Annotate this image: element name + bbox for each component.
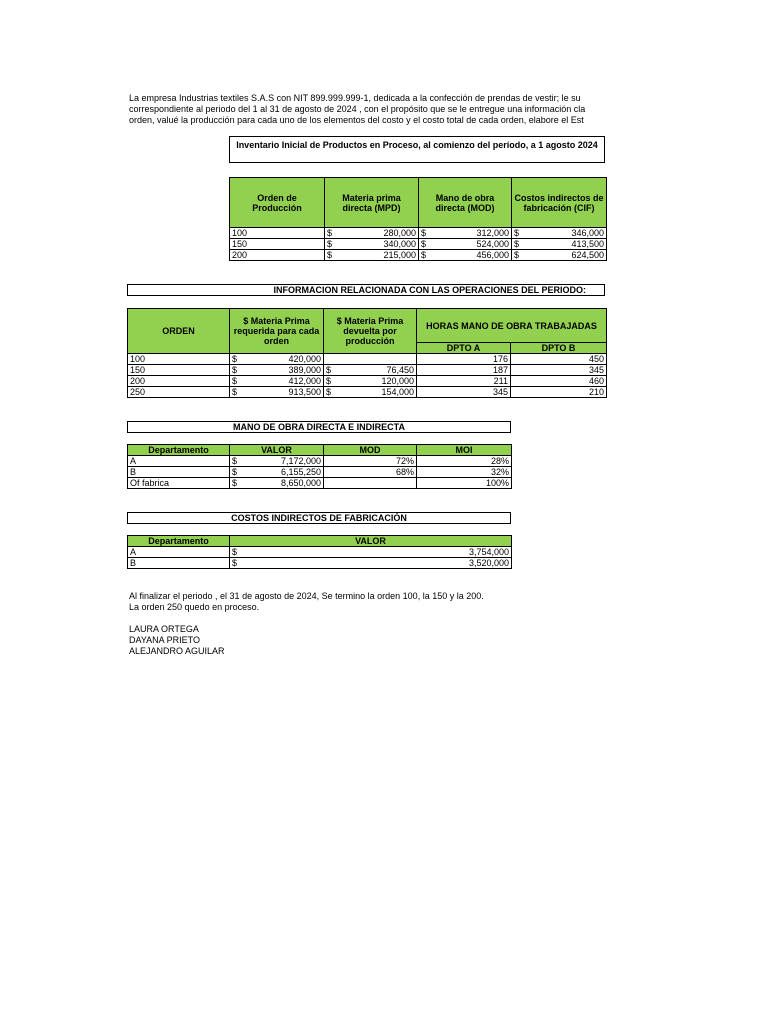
orden-cell: 200 — [128, 376, 230, 387]
table-row — [230, 228, 607, 239]
dpto-a-cell: 345 — [417, 387, 511, 398]
departamento-cell: B — [128, 467, 230, 478]
mpd-cell: $ 215,000 — [325, 250, 419, 261]
table-row — [230, 239, 607, 250]
orden-cell: 250 — [128, 387, 230, 398]
header-valor: VALOR — [230, 445, 324, 456]
header-dpto-b: DPTO B — [511, 343, 607, 354]
mod-cell: $ 456,000 — [419, 250, 512, 261]
note-line-1: Al finalizar el periodo , el 31 de agosto de 2024, Se termino la orden 100, la 150 y la 200. — [129, 591, 484, 601]
dpto-b-cell: 450 — [511, 354, 607, 365]
operaciones-table — [127, 308, 607, 398]
header-cif: Costos indirectos de fabricación (CIF) — [512, 178, 607, 228]
header-moi: MOI — [417, 445, 512, 456]
intro-line-3: orden, valué la producción para cada uno de los elementos del costo y el costo total de cada orden, elabore el Est — [129, 115, 584, 125]
author-name: DAYANA PRIETO — [129, 635, 201, 645]
requerida-cell: $ 412,000 — [230, 376, 324, 387]
valor-cell: $ 7,172,000 — [230, 456, 324, 467]
inventario-table — [229, 177, 607, 261]
cif-cell: $ 624,500 — [512, 250, 607, 261]
departamento-cell: A — [128, 547, 230, 558]
departamento-cell: B — [128, 558, 230, 569]
requerida-cell: $ 389,000 — [230, 365, 324, 376]
mano-obra-table — [127, 444, 512, 489]
table-row — [128, 467, 512, 478]
orden-cell: 150 — [230, 239, 325, 250]
header-valor: VALOR — [230, 536, 512, 547]
dpto-b-cell: 345 — [511, 365, 607, 376]
table-row — [128, 558, 512, 569]
table-row — [128, 478, 512, 489]
mod-cell — [324, 478, 417, 489]
header-mpd: Materia prima directa (MPD) — [325, 178, 419, 228]
devuelta-cell: $ 154,000 — [324, 387, 417, 398]
header-departamento: Departamento — [128, 536, 230, 547]
inventario-title: Inventario Inicial de Productos en Proceso, al comienzo del período, a 1 agosto 2024 — [229, 136, 605, 163]
header-orden-produccion: Orden de Producción — [230, 178, 325, 228]
cif-title: COSTOS INDIRECTOS DE FABRICACIÓN — [127, 512, 511, 524]
moi-cell: 32% — [417, 467, 512, 478]
header-mp-requerida: $ Materia Prima requerida para cada orden — [230, 309, 324, 354]
header-mod: Mano de obra directa (MOD) — [419, 178, 512, 228]
departamento-cell: A — [128, 456, 230, 467]
cif-cell: $ 346,000 — [512, 228, 607, 239]
intro-line-2: correspondiente al periodo del 1 al 31 de agosto de 2024 , con el propósito que se le entregue una información cla — [129, 104, 586, 114]
mod-cell: $ 524,000 — [419, 239, 512, 250]
header-orden: ORDEN — [128, 309, 230, 354]
note-line-2: La orden 250 quedo en proceso. — [129, 602, 260, 612]
header-dpto-a: DPTO A — [417, 343, 511, 354]
mod-cell: 72% — [324, 456, 417, 467]
notes — [129, 591, 484, 613]
devuelta-cell — [324, 354, 417, 365]
dpto-a-cell: 176 — [417, 354, 511, 365]
header-mod: MOD — [324, 445, 417, 456]
cif-cell: $ 413,500 — [512, 239, 607, 250]
dpto-a-cell: 211 — [417, 376, 511, 387]
valor-cell: $ 6,155,250 — [230, 467, 324, 478]
valor-cell: $ 3,754,000 — [230, 547, 512, 558]
header-horas-mano-obra: HORAS MANO DE OBRA TRABAJADAS — [417, 309, 607, 343]
orden-cell: 100 — [128, 354, 230, 365]
mpd-cell: $ 340,000 — [325, 239, 419, 250]
moi-cell: 100% — [417, 478, 512, 489]
orden-cell: 200 — [230, 250, 325, 261]
dpto-a-cell: 187 — [417, 365, 511, 376]
dpto-b-cell: 460 — [511, 376, 607, 387]
moi-cell: 28% — [417, 456, 512, 467]
orden-cell: 150 — [128, 365, 230, 376]
operaciones-title: INFORMACION RELACIONADA CON LAS OPERACIONES DEL PERIODO: — [127, 284, 605, 296]
mpd-cell: $ 280,000 — [325, 228, 419, 239]
table-row — [128, 547, 512, 558]
table-row — [128, 354, 607, 365]
table-row — [128, 387, 607, 398]
header-mp-devuelta: $ Materia Prima devuelta por producción — [324, 309, 417, 354]
table-row — [128, 365, 607, 376]
requerida-cell: $ 420,000 — [230, 354, 324, 365]
valor-cell: $ 8,650,000 — [230, 478, 324, 489]
devuelta-cell: $ 120,000 — [324, 376, 417, 387]
mod-cell: $ 312,000 — [419, 228, 512, 239]
author-name: ALEJANDRO AGUILAR — [129, 646, 225, 656]
cif-table — [127, 535, 512, 569]
authors — [129, 624, 225, 657]
departamento-cell: Of fabrica — [128, 478, 230, 489]
intro-paragraph — [129, 93, 606, 126]
valor-cell: $ 3,520,000 — [230, 558, 512, 569]
orden-cell: 100 — [230, 228, 325, 239]
table-row — [230, 250, 607, 261]
table-row — [128, 456, 512, 467]
mano-obra-title: MANO DE OBRA DIRECTA E INDIRECTA — [127, 421, 511, 433]
intro-line-1: La empresa Industrias textiles S.A.S con NIT 899.999.999-1, dedicada a la confección de prendas de vestir; le su — [129, 93, 581, 103]
mod-cell: 68% — [324, 467, 417, 478]
table-row — [128, 376, 607, 387]
dpto-b-cell: 210 — [511, 387, 607, 398]
devuelta-cell: $ 76,450 — [324, 365, 417, 376]
header-departamento: Departamento — [128, 445, 230, 456]
requerida-cell: $ 913,500 — [230, 387, 324, 398]
author-name: LAURA ORTEGA — [129, 624, 199, 634]
